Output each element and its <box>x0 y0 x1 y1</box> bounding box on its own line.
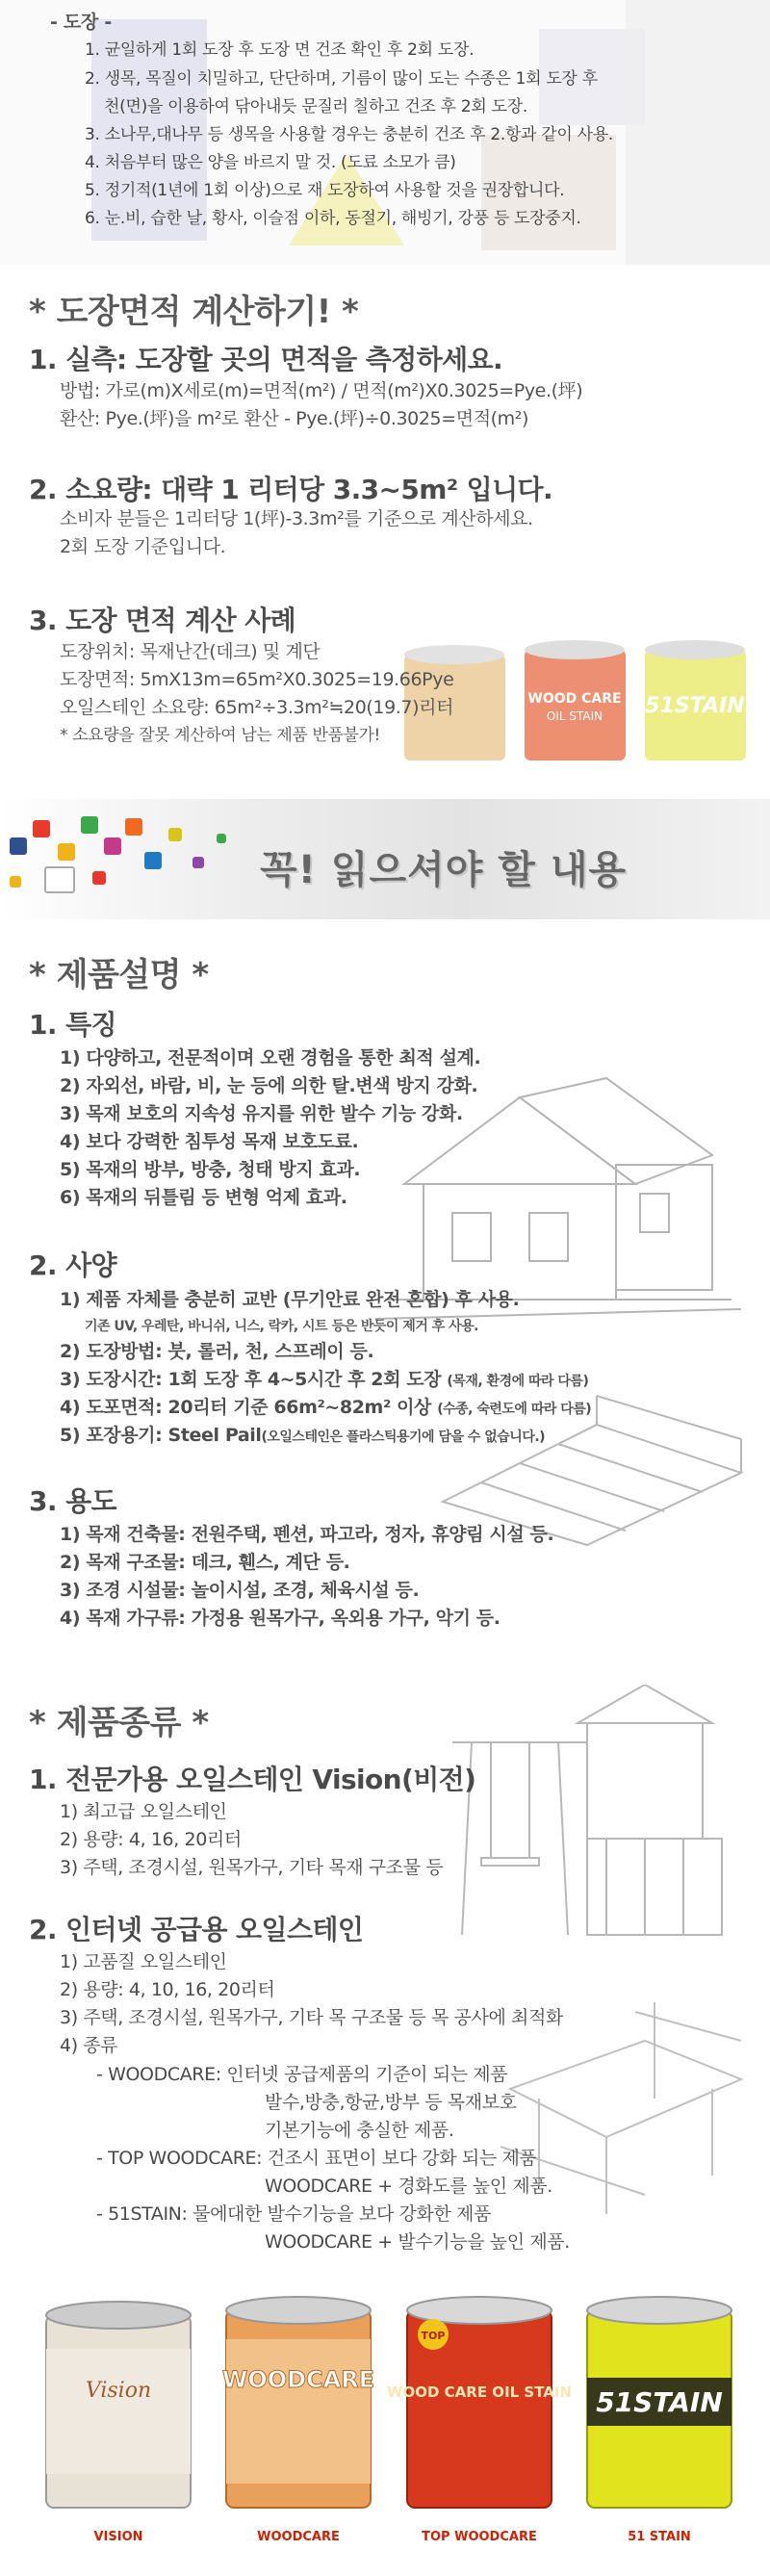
use-item: 2) 목재 구조물: 데크, 휀스, 계단 등. <box>60 1552 350 1573</box>
can-label-51stain: 51 STAIN <box>628 2530 691 2544</box>
spec-note: (목재, 환경에 따라 다름) <box>447 1374 589 1389</box>
type2-item: 3) 주택, 조경시설, 원목가구, 기타 목 구조물 등 목 공사에 최적화 <box>60 2007 563 2028</box>
spec-item-text: 3) 도장시간: 1회 도장 후 4~5시간 후 2회 도장 <box>60 1369 442 1390</box>
decorative-cube <box>125 818 142 836</box>
decorative-cube <box>168 828 182 841</box>
spec-note: (오일스테인은 플라스틱용기에 담을 수 없습니다.) <box>261 1430 546 1445</box>
can-label-vision: VISION <box>93 2530 143 2544</box>
51stain-can-brand: 51STAIN <box>596 2386 723 2418</box>
use-title: 3. 용도 <box>29 1485 116 1517</box>
spec-note: 기존 UV, 우레탄, 바니쉬, 니스, 락카, 시트 등은 반듯이 제거 후 사용. <box>85 1319 478 1334</box>
type1-item: 3) 주택, 조경시설, 원목가구, 기타 목재 구조물 등 <box>60 1857 444 1878</box>
painting-item: 2. 생목, 목질이 치밀하고, 단단하며, 기름이 많이 도는 수종은 1회 도장 후 <box>85 69 598 89</box>
decorative-cube <box>44 866 75 893</box>
decorative-cube <box>10 837 27 855</box>
spec-item <box>60 1422 545 1452</box>
banner-title: 꼭! 읽으셔야 할 내용 <box>260 848 628 892</box>
mid-can-sub: OIL STAIN <box>546 709 603 723</box>
spec-item-text: 5) 포장용기: Steel Pail <box>60 1425 262 1446</box>
type1-item: 1) 최고급 오일스테인 <box>60 1801 227 1822</box>
painting-guide-panel <box>0 0 770 265</box>
feature-item: 2) 자외선, 바람, 비, 눈 등에 의한 탈.변색 방지 강화. <box>60 1075 478 1096</box>
decorative-cube <box>81 816 98 834</box>
woodcare-can-brand: WOODCARE <box>221 2366 375 2393</box>
area-calc-method: 방법: 가로(m)X세로(m)=면적(m²) / 면적(m²)X0.3025=Pye.(坪) <box>60 380 583 401</box>
decorative-cube <box>192 857 204 868</box>
vision-can-brand: Vision <box>85 2379 152 2403</box>
type1-item: 2) 용량: 4, 16, 20리터 <box>60 1829 242 1850</box>
kind-woodcare-desc: 발수,방충,항균,방부 등 목재보호 <box>265 2092 517 2113</box>
area-calc-example-line: 도장면적: 5mX13m=65m²X0.3025=19.66Pye <box>60 669 454 690</box>
area-calc-example-line: 도장위치: 목재난간(데크) 및 계단 <box>60 641 321 662</box>
product-desc-title: * 제품설명 * <box>29 956 209 994</box>
feature-item: 1) 다양하고, 전문적이며 오랜 경험을 통한 최적 설계. <box>60 1047 481 1069</box>
spec-item: 2) 도장방법: 붓, 롤러, 천, 스프레이 등. <box>60 1341 374 1362</box>
area-calc-step3-title: 3. 도장 면적 계산 사례 <box>29 605 296 636</box>
decorative-cube <box>10 876 21 888</box>
area-calc-step2-title: 2. 소요량: 대략 1 리터당 3.3~5m² 입니다. <box>29 474 553 505</box>
spec-item <box>60 1366 588 1396</box>
playground-illustration <box>452 1685 741 1993</box>
painting-item: 3. 소나무,대나무 등 생목을 사용할 경우는 충분히 건조 후 2.항과 같이 사용. <box>85 125 614 144</box>
top-badge: TOP <box>421 2330 446 2342</box>
51stain-can <box>587 2297 732 2508</box>
type1-title: 1. 전문가용 오일스테인 Vision(비전) <box>29 1764 476 1795</box>
top-woodcare-can-brand: WOOD CARE OIL STAIN <box>386 2383 573 2401</box>
use-item: 1) 목재 건축물: 전원주택, 펜션, 파고라, 정자, 휴양림 시설 등. <box>60 1524 554 1545</box>
feature-item: 3) 목재 보호의 지속성 유지를 위한 발수 기능 강화. <box>60 1103 463 1124</box>
can-label-top-woodcare: TOP WOODCARE <box>422 2530 537 2544</box>
must-read-banner <box>0 799 770 919</box>
kind-top-woodcare-desc: WOODCARE + 경화도를 높인 제품. <box>265 2176 552 2197</box>
use-item: 4) 목재 가구류: 가정용 원목가구, 옥외용 가구, 악기 등. <box>60 1608 500 1629</box>
area-calc-example-line: 오일스테인 소요량: 65m²÷3.3m²≒20(19.7)리터 <box>60 697 454 718</box>
type2-item: 4) 종류 <box>60 2035 118 2056</box>
kind-top-woodcare: - TOP WOODCARE: 건조시 표면이 보다 강화 되는 제품 <box>96 2148 537 2169</box>
use-item: 3) 조경 시설물: 놀이시설, 조경, 체육시설 등. <box>60 1580 420 1601</box>
feature-item: 4) 보다 강력한 침투성 목재 보호도료. <box>60 1131 359 1152</box>
can-label-woodcare: WOODCARE <box>257 2530 340 2544</box>
painting-item: 5. 정기적(1년에 1회 이상)으로 재 도장하여 사용할 것을 권장합니다. <box>85 181 565 200</box>
mid-can-brand: WOOD CARE <box>527 691 622 707</box>
painting-item: 천(면)을 이용하여 닦아내듯 문질러 칠하고 건조 후 2회 도장. <box>104 97 527 116</box>
painting-item: 1. 균일하게 1회 도장 후 도장 면 건조 확인 후 2회 도장. <box>85 40 475 60</box>
spec-item: 1) 제품 자체를 충분히 교반 (무기안료 완전 혼합) 후 사용. <box>60 1289 520 1310</box>
spec-item-text: 4) 도포면적: 20리터 기준 66m²~82m² 이상 <box>60 1397 431 1418</box>
vision-can <box>46 2302 191 2508</box>
feature-item: 5) 목재의 방부, 방충, 청태 방지 효과. <box>60 1159 361 1180</box>
top-woodcare-can <box>387 2297 572 2508</box>
type2-title: 2. 인터넷 공급용 오일스테인 <box>29 1914 364 1945</box>
decorative-cube <box>104 837 121 855</box>
decorative-cube <box>58 843 75 861</box>
area-calc-warning: * 소요량을 잘못 계산하여 남는 제품 반품불가! <box>60 726 380 745</box>
woodcare-can <box>222 2297 374 2508</box>
product-cans <box>29 2291 751 2527</box>
area-calc-usage-line: 소비자 분들은 1리터당 1(坪)-3.3m²를 기준으로 계산하세요. <box>60 508 533 529</box>
decorative-cube <box>217 834 226 843</box>
kind-51stain-desc: WOODCARE + 발수기능을 높인 제품. <box>265 2231 570 2253</box>
kind-woodcare: - WOODCARE: 인터넷 공급제품의 기준이 되는 제품 <box>96 2064 508 2085</box>
spec-note: (수종, 숙련도에 따라 다름) <box>437 1402 592 1417</box>
type2-item: 2) 용량: 4, 10, 16, 20리터 <box>60 1979 275 2000</box>
area-calc-conversion: 환산: Pye.(坪)을 m²로 환산 - Pye.(坪)÷0.3025=면적(m²) <box>60 408 528 429</box>
product-types-title: * 제품종류 * <box>29 1704 209 1742</box>
painting-heading: - 도장 - <box>50 12 112 33</box>
area-calc-title: * 도장면적 계산하기! * <box>29 293 359 331</box>
features-title: 1. 특징 <box>29 1009 116 1041</box>
spec-item <box>60 1394 591 1424</box>
kind-51stain: - 51STAIN: 물에대한 발수기능을 보다 강화한 제품 <box>96 2203 491 2225</box>
kind-woodcare-desc: 기본기능에 충실한 제품. <box>265 2120 454 2141</box>
area-calc-usage-line: 2회 도장 기준입니다. <box>60 536 226 557</box>
feature-item: 6) 목재의 뒤틀림 등 변형 억제 효과. <box>60 1187 347 1208</box>
decorative-cube <box>33 820 50 837</box>
area-calc-step1-title: 1. 실측: 도장할 곳의 면적을 측정하세요. <box>29 344 503 375</box>
painting-item: 6. 눈.비, 습한 날, 황사, 이슬점 이하, 동절기, 해빙기, 강풍 등 도장중지. <box>85 209 581 228</box>
decorative-cube <box>92 871 106 885</box>
painting-item: 4. 처음부터 많은 양을 바르지 말 것. (도료 소모가 큼) <box>85 153 456 172</box>
decorative-cube <box>144 852 162 869</box>
type2-item: 1) 고품질 오일스테인 <box>60 1951 227 1972</box>
mid-can-51stain: 51STAIN <box>645 694 745 718</box>
spec-title: 2. 사양 <box>29 1249 116 1281</box>
